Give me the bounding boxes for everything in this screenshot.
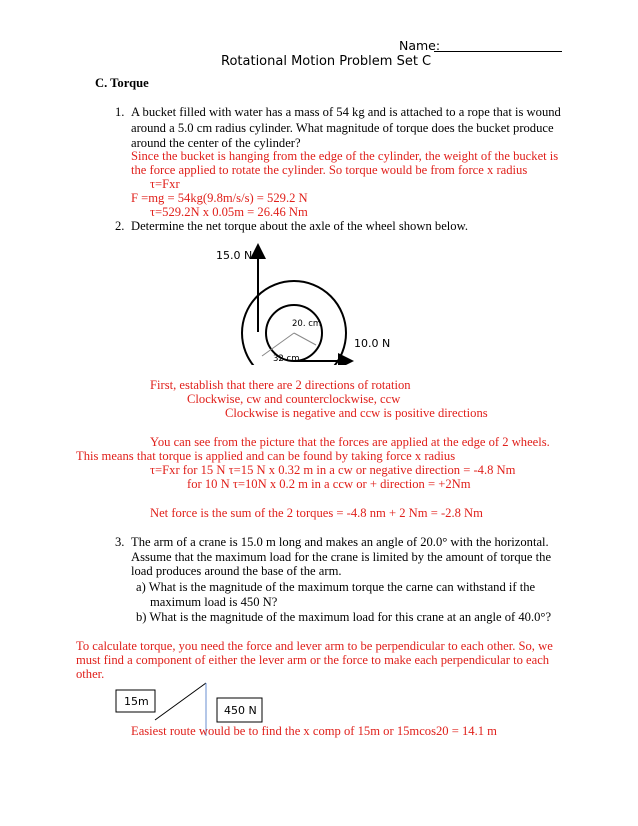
name-label: Name:	[399, 38, 441, 53]
problem-2-solution: First, establish that there are 2 directions of rotation	[150, 378, 411, 392]
problem-1-solution: τ=529.2N x 0.05m = 26.46 Nm	[150, 205, 308, 219]
problem-2-solution: You can see from the picture that the forces are applied at the edge of 2 wheels.	[150, 435, 550, 449]
outer-radius-label: 32 cm	[273, 354, 300, 364]
problem-2-question: Determine the net torque about the axle of the wheel shown below.	[131, 219, 469, 233]
force-10n-label: 10.0 N	[354, 337, 391, 350]
problem-3-number: 3.	[115, 535, 125, 549]
force-15n-label: 15.0 N	[216, 249, 253, 262]
problem-1-number: 1.	[115, 105, 125, 119]
inner-radius-label: 20. cm	[292, 319, 322, 329]
problem-1-solution: the force applied to rotate the cylinder. So torque would be from force x radius	[131, 163, 528, 177]
problem-3-part-a: maximum load is 450 N?	[150, 595, 278, 609]
problem-3-solution: must find a component of either the lever arm or the force to make each perpendicular to each	[76, 653, 550, 667]
problem-1-solution: F =mg = 54kg(9.8m/s/s) = 529.2 N	[131, 191, 308, 205]
arm-label: 15m	[124, 695, 149, 708]
problem-3-solution: other.	[76, 667, 105, 681]
section-heading: C. Torque	[95, 76, 149, 90]
problem-3-line: Assume that the maximum load for the crane is limited by the amount of torque the	[131, 550, 552, 564]
problem-3-final: Easiest route would be to find the x comp of 15m or 15mcos20 = 14.1 m	[131, 724, 497, 738]
problem-1-line: around the center of the cylinder?	[131, 136, 301, 150]
problem-2-solution: τ=Fxr for 15 N τ=15 N x 0.32 m in a cw or negative direction = -4.8 Nm	[150, 463, 516, 477]
problem-3-part-a: a) What is the magnitude of the maximum torque the carne can withstand if the	[136, 580, 536, 594]
problem-3-solution: To calculate torque, you need the force and lever arm to be perpendicular to each other. So, we	[76, 639, 553, 653]
load-label: 450 N	[224, 704, 257, 717]
problem-3-part-b: b) What is the magnitude of the maximum load for this crane at an angle of 40.0°?	[136, 610, 552, 624]
problem-3-line: The arm of a crane is 15.0 m long and makes an angle of 20.0° with the horizontal.	[131, 535, 549, 549]
problem-2-solution: This means that torque is applied and can be found by taking force x radius	[76, 449, 456, 463]
problem-1-solution: Since the bucket is hanging from the edge of the cylinder, the weight of the bucket is	[131, 149, 559, 163]
crane-arm-line	[155, 683, 206, 720]
wheel-diagram	[200, 235, 400, 365]
problem-2-solution: Clockwise, cw and counterclockwise, ccw	[187, 392, 401, 406]
problem-2-solution: Clockwise is negative and ccw is positive directions	[225, 406, 488, 420]
problem-2-solution: Net force is the sum of the 2 torques = -4.8 nm + 2 Nm = -2.8 Nm	[150, 506, 483, 520]
problem-1-solution: τ=Fxr	[150, 177, 180, 191]
problem-1-line: around a 5.0 cm radius cylinder. What magnitude of torque does the bucket produce	[131, 121, 554, 135]
problem-1-line: A bucket filled with water has a mass of 54 kg and is attached to a rope that is wound	[131, 105, 561, 119]
name-underline	[434, 51, 562, 52]
inner-radius-line	[294, 333, 316, 345]
problem-2-number: 2.	[115, 219, 125, 233]
problem-3-line: load produces around the base of the arm.	[131, 564, 342, 578]
problem-2-solution: for 10 N τ=10N x 0.2 m in a ccw or + direction = +2Nm	[187, 477, 471, 491]
page-title: Rotational Motion Problem Set C	[221, 54, 432, 69]
